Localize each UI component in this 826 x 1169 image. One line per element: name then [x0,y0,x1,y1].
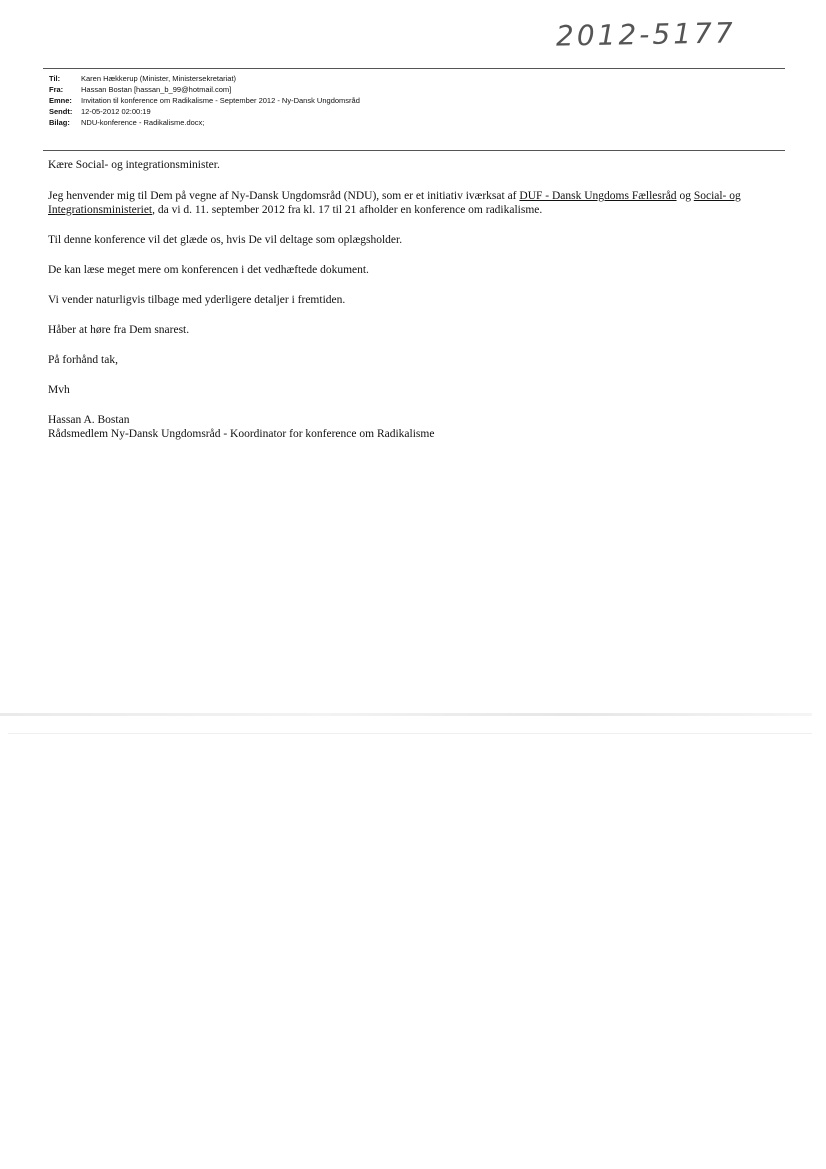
signature-name: Hassan A. Bostan [48,414,130,426]
from-value: Hassan Bostan [hassan_b_99@hotmail.com] [81,85,232,94]
header-to-row [49,73,360,84]
header-from-row [49,84,360,95]
sent-label: Sendt: [49,107,73,116]
attachment-label: Bilag: [49,118,70,127]
body-paragraph-thanks: På forhånd tak, [48,354,118,366]
handwritten-case-number: 2012-5177 [555,16,736,53]
header-subject-row [49,95,360,106]
sent-value: 12-05-2012 02:00:19 [81,107,151,116]
duf-link[interactable]: DUF - Dansk Ungdoms Fællesråd [519,190,677,202]
from-label: Fra: [49,85,64,94]
scan-artifact-line [0,713,812,716]
body-paragraph-followup: Vi vender naturligvis tilbage med yderligere detaljer i fremtiden. [48,294,346,306]
email-header [49,73,360,128]
to-label: Til: [49,74,61,83]
intro-text-end: , da vi d. 11. september 2012 fra kl. 17 til 21 afholder en konference om radikalisme. [152,204,543,216]
signature [48,413,788,441]
subject-value: Invitation til konference om Radikalisme - September 2012 - Ny-Dansk Ungdomsråd [81,96,360,105]
intro-text-start: Jeg henvender mig til Dem på vegne af Ny-Dansk Ungdomsråd (NDU), som er et initiativ iværksat af [48,190,520,202]
header-top-divider [43,68,785,69]
email-body [48,158,788,441]
body-paragraph-attachment-note: De kan læse meget mere om konferencen i det vedhæftede dokument. [48,264,369,276]
body-paragraph-hope: Håber at høre fra Dem snarest. [48,324,190,336]
to-value: Karen Hækkerup (Minister, Ministersekretariat) [81,74,237,83]
attachment-value: NDU-konference - Radikalisme.docx; [81,118,205,127]
signature-title: Rådsmedlem Ny-Dansk Ungdomsråd - Koordinator for konference om Radikalisme [48,428,435,440]
header-sent-row [49,106,360,117]
body-paragraph-intro [48,189,788,217]
header-bottom-divider [43,150,785,151]
closing: Mvh [48,384,70,396]
scan-artifact-line-faint [8,733,812,734]
intro-text-mid: og [676,190,694,202]
ministry-link[interactable]: Social- og Integrationsministeriet [48,190,741,216]
subject-label: Emne: [49,96,72,105]
greeting: Kære Social- og integrationsminister. [48,159,220,171]
header-attachment-row [49,117,360,128]
body-paragraph-invitation: Til denne konference vil det glæde os, hvis De vil deltage som oplægsholder. [48,234,403,246]
